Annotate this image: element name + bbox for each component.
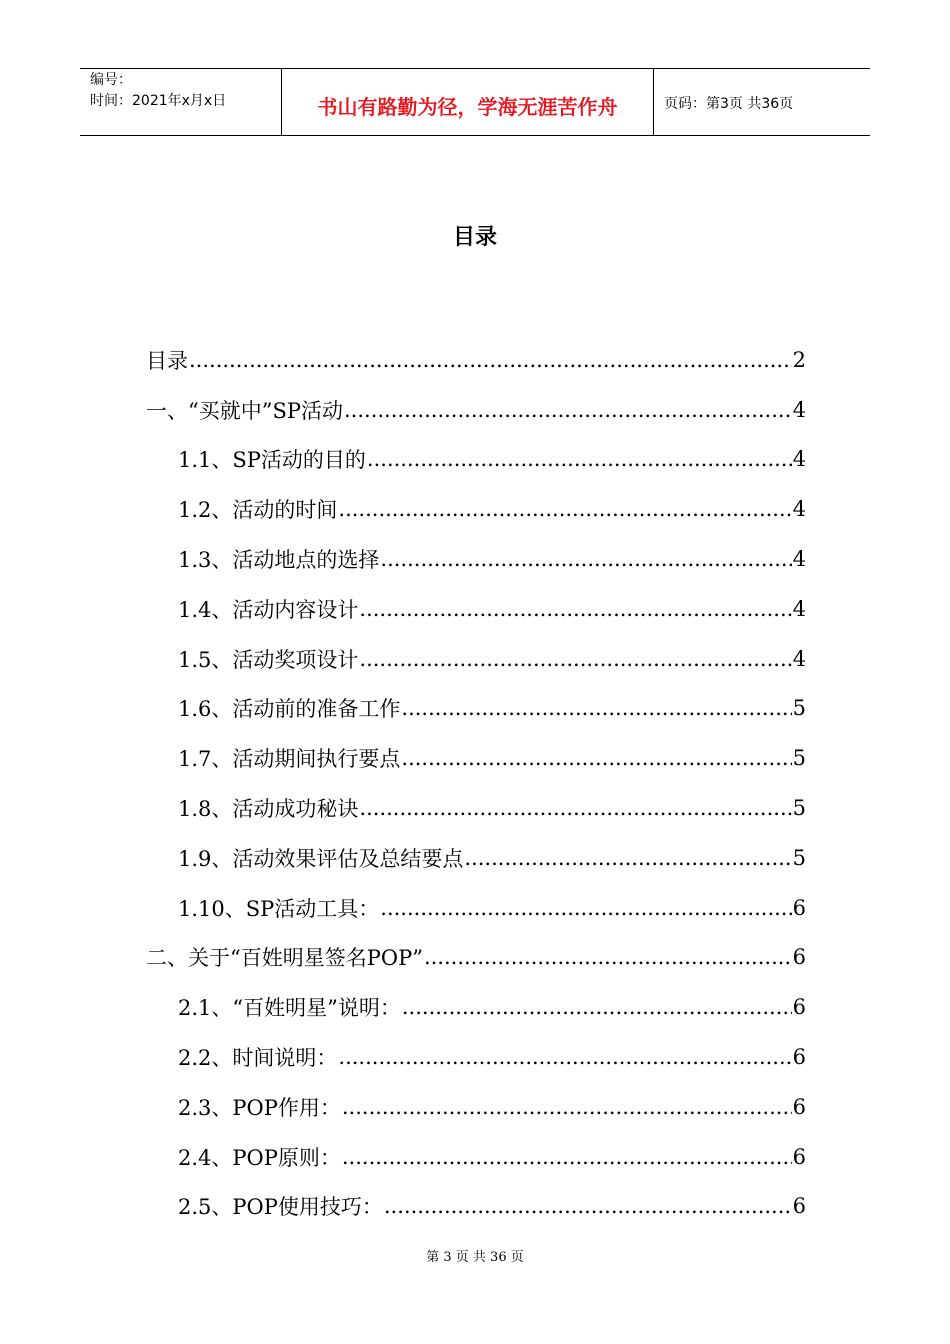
toc-entry[interactable]	[146, 833, 806, 883]
toc-entry-label: 1.7、活动期间执行要点	[178, 747, 401, 772]
toc-entry-page: 5	[792, 696, 806, 721]
toc-entry[interactable]	[146, 684, 806, 734]
toc-entry-page: 6	[792, 1045, 806, 1070]
toc-entry[interactable]	[146, 335, 806, 385]
header-meta	[80, 69, 282, 135]
toc-entry-label: 2.4、POP原则：	[178, 1145, 341, 1170]
table-of-contents	[146, 335, 806, 1231]
toc-entry[interactable]	[146, 435, 806, 485]
toc-leader-dots	[359, 597, 791, 621]
toc-entry-label: 1.8、活动成功秘诀	[178, 797, 359, 822]
header-motto: 书山有路勤为径，学海无涯苦作舟	[317, 94, 618, 119]
header-date-label: 时间：2021年x月x日	[90, 93, 227, 109]
toc-entry-page: 6	[792, 995, 806, 1020]
toc-entry-label: 2.3、POP作用：	[178, 1095, 341, 1120]
toc-title: 目录	[452, 225, 497, 250]
toc-leader-dots	[359, 647, 791, 671]
toc-leader-dots	[367, 447, 792, 471]
toc-entry-page: 2	[792, 347, 806, 372]
toc-leader-dots	[401, 746, 791, 770]
toc-entry-label: 1.5、活动奖项设计	[178, 647, 359, 672]
toc-entry-page: 6	[792, 1094, 806, 1119]
toc-leader-dots	[342, 1145, 792, 1169]
toc-leader-dots	[338, 497, 791, 521]
toc-leader-dots	[344, 398, 792, 422]
toc-leader-dots	[402, 995, 792, 1019]
header-motto-cell	[282, 69, 654, 135]
header-page-info-cell	[654, 69, 870, 135]
page-header	[80, 68, 870, 136]
toc-entry[interactable]	[146, 634, 806, 684]
toc-entry-label: 1.3、活动地点的选择	[178, 548, 380, 573]
toc-entry-page: 4	[792, 646, 806, 671]
header-number-label: 编号：	[90, 72, 132, 88]
toc-entry[interactable]	[146, 933, 806, 983]
toc-leader-dots	[338, 1045, 791, 1069]
toc-entry-label: 1.10、SP活动工具：	[178, 896, 380, 921]
toc-entry-label: 二、关于“百姓明星签名POP”	[146, 946, 423, 971]
toc-leader-dots	[342, 1095, 792, 1119]
page-footer: 第 3 页 共 36 页	[426, 1250, 524, 1265]
toc-leader-dots	[189, 348, 792, 372]
toc-entry-label: 1.1、SP活动的目的	[178, 448, 366, 473]
toc-entry[interactable]	[146, 783, 806, 833]
toc-entry[interactable]	[146, 1182, 806, 1232]
toc-entry-page: 4	[792, 596, 806, 621]
toc-entry[interactable]	[146, 1082, 806, 1132]
toc-entry-page: 4	[792, 397, 806, 422]
toc-entry-page: 6	[792, 1194, 806, 1219]
toc-leader-dots	[401, 696, 791, 720]
toc-entry-page: 5	[792, 796, 806, 821]
toc-entry[interactable]	[146, 733, 806, 783]
toc-entry-label: 2.5、POP使用技巧：	[178, 1195, 383, 1220]
toc-entry-page: 4	[792, 447, 806, 472]
toc-entry[interactable]	[146, 1032, 806, 1082]
toc-entry-label: 1.4、活动内容设计	[178, 597, 359, 622]
toc-entry[interactable]	[146, 534, 806, 584]
toc-leader-dots	[380, 896, 791, 920]
toc-entry-label: 2.2、时间说明：	[178, 1046, 338, 1071]
toc-entry-page: 4	[792, 547, 806, 572]
toc-entry-label: 一、“买就中”SP活动	[146, 398, 343, 423]
header-page-info: 页码：第3页 共36页	[664, 96, 794, 112]
toc-entry[interactable]	[146, 883, 806, 933]
toc-leader-dots	[384, 1194, 792, 1218]
toc-entry-page: 6	[792, 1144, 806, 1169]
toc-entry-page: 5	[792, 746, 806, 771]
toc-entry[interactable]	[146, 982, 806, 1032]
toc-entry-label: 1.2、活动的时间	[178, 498, 338, 523]
toc-leader-dots	[359, 796, 791, 820]
toc-entry[interactable]	[146, 1132, 806, 1182]
toc-leader-dots	[424, 945, 792, 969]
toc-leader-dots	[380, 547, 791, 571]
toc-entry[interactable]	[146, 385, 806, 435]
toc-entry[interactable]	[146, 484, 806, 534]
toc-entry-label: 1.9、活动效果评估及总结要点	[178, 846, 464, 871]
toc-entry-label: 2.1、“百姓明星”说明：	[178, 996, 401, 1021]
toc-entry-label: 1.6、活动前的准备工作	[178, 697, 401, 722]
toc-entry-page: 5	[792, 845, 806, 870]
toc-leader-dots	[464, 846, 791, 870]
toc-entry-page: 4	[792, 497, 806, 522]
toc-entry-label: 目录	[146, 348, 188, 373]
toc-entry[interactable]	[146, 584, 806, 634]
toc-entry-page: 6	[792, 945, 806, 970]
toc-entry-page: 6	[792, 895, 806, 920]
